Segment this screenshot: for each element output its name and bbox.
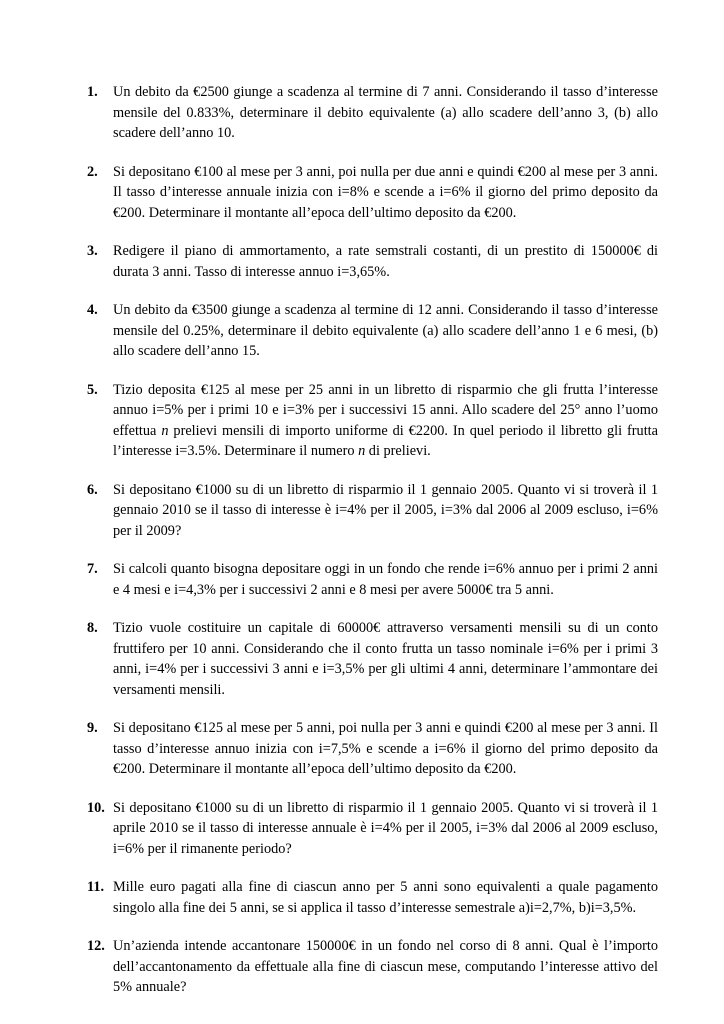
problem-number: 10. <box>87 799 105 816</box>
problem-item <box>87 82 658 144</box>
problem-item <box>87 936 658 998</box>
text-segment: Tizio vuole costituire un capitale di 60000€ attraverso versamenti mensili su di un conto fruttifero per 10 anni. Considerando che il conto frutta un tasso nominale i=6% per i primi 3 anni, i=4% per i successivi 3 anni e i=3,5% per gli ultimi 4 anni, determinare l’ammontare dei versamenti mensili. <box>113 620 658 698</box>
text-segment: Un’azienda intende accantonare 150000€ in un fondo nel corso di 8 anni. Qual è l’importo dell’accantonamento da effettuale alla fine di ciascun mese, computando l’interesse attivo del 5% annuale? <box>113 938 658 995</box>
text-segment: Si depositano €1000 su di un libretto di risparmio il 1 gennaio 2005. Quanto vi si troverà il 1 aprile 2010 se il tasso di interesse annuale è i=4% per il 2005, i=3% dal 2006 al 2009 escluso, i=6% per il rimanente periodo? <box>113 799 658 857</box>
text-segment: Si depositano €1000 su di un libretto di risparmio il 1 gennaio 2005. Quanto vi si troverà il 1 gennaio 2010 se il tasso di interesse è i=4% per il 2005, i=3% dal 2006 al 2009 escluso, i=6% per il 2009? <box>113 481 658 539</box>
problem-text <box>113 618 658 700</box>
text-segment: Tizio deposita €125 al mese per 25 anni in un libretto di risparmio che gli frutta l’interesse annuo i=5% per i primi 10 e i=3% per i successivi 15 anni. Allo scadere del 25° anno l’uomo effettua <box>113 381 658 439</box>
variable-text: n <box>161 422 169 439</box>
problem-list <box>87 82 658 998</box>
variable-text: n <box>358 443 366 459</box>
problem-number: 7. <box>87 561 98 577</box>
problem-item <box>87 480 658 542</box>
text-segment: Un debito da €2500 giunge a scadenza al termine di 7 anni. Considerando il tasso d’interesse mensile del 0.833%, determinare il debito equivalente (a) allo scadere dell’anno 3, (b) allo scadere dell’anno 10. <box>113 84 658 141</box>
problem-item <box>87 380 658 462</box>
problem-number: 6. <box>87 481 98 498</box>
problem-number: 2. <box>87 163 98 180</box>
problem-number: 4. <box>87 302 98 318</box>
problem-item <box>87 718 658 780</box>
problem-number: 11. <box>87 879 105 895</box>
problem-number: 9. <box>87 720 98 736</box>
problem-text <box>113 241 658 282</box>
problem-text <box>113 480 658 542</box>
problem-number: 12. <box>87 938 105 954</box>
problem-number: 5. <box>87 381 98 398</box>
problem-item <box>87 300 658 362</box>
problem-text <box>113 300 658 362</box>
problem-number: 8. <box>87 620 98 636</box>
problem-number: 1. <box>87 84 98 100</box>
problem-text <box>113 718 658 780</box>
text-segment: prelievi mensili di importo uniforme di €2200. In quel periodo il libretto gli frutta l’interesse i=3.5%. Determinare il numero <box>113 422 658 459</box>
problem-text <box>113 162 658 224</box>
problem-item <box>87 162 658 224</box>
problem-item <box>87 241 658 282</box>
problem-item <box>87 559 658 600</box>
problem-text <box>113 82 658 144</box>
problem-text <box>113 798 658 860</box>
text-segment: Mille euro pagati alla fine di ciascun anno per 5 anni sono equivalenti a quale pagamento singolo alla fine dei 5 anni, se si applica il tasso d’interesse semestrale a)i=2,7%, b)i=3,5%. <box>113 879 658 916</box>
problem-text <box>113 936 658 998</box>
text-segment: Si calcoli quanto bisogna depositare oggi in un fondo che rende i=6% annuo per i primi 2 anni e 4 mesi e i=4,3% per i successivi 2 anni e 8 mesi per avere 5000€ tra 5 anni. <box>113 561 658 598</box>
text-segment: Si depositano €100 al mese per 3 anni, poi nulla per due anni e quindi €200 al mese per 3 anni. Il tasso d’interesse annuale inizia con i=8% e scende a i=6% il giorno del primo deposito da €200. Determinare il montante all’epoca dell’ultimo deposito da €200. <box>113 163 658 221</box>
problem-item <box>87 618 658 700</box>
problem-text <box>113 877 658 918</box>
problem-text <box>113 559 658 600</box>
problem-item <box>87 798 658 860</box>
problem-text <box>113 380 658 462</box>
problem-number: 3. <box>87 243 98 259</box>
text-segment: Un debito da €3500 giunge a scadenza al termine di 12 anni. Considerando il tasso d’interesse mensile del 0.25%, determinare il debito equivalente (a) allo scadere dell’anno 1 e 6 mesi, (b) allo scadere dell’anno 15. <box>113 302 658 359</box>
problem-item <box>87 877 658 918</box>
text-segment: Si depositano €125 al mese per 5 anni, poi nulla per 3 anni e quindi €200 al mese per 3 anni. Il tasso d’interesse annuo inizia con i=7,5% e scende a i=6% il giorno del primo deposito da €200. Determinare il montante all’epoca dell’ultimo deposito da €200. <box>113 720 658 777</box>
text-segment: Redigere il piano di ammortamento, a rate semstrali costanti, di un prestito di 150000€ di durata 3 anni. Tasso di interesse annuo i=3,65%. <box>113 243 658 280</box>
text-segment: di prelievi. <box>365 443 431 459</box>
